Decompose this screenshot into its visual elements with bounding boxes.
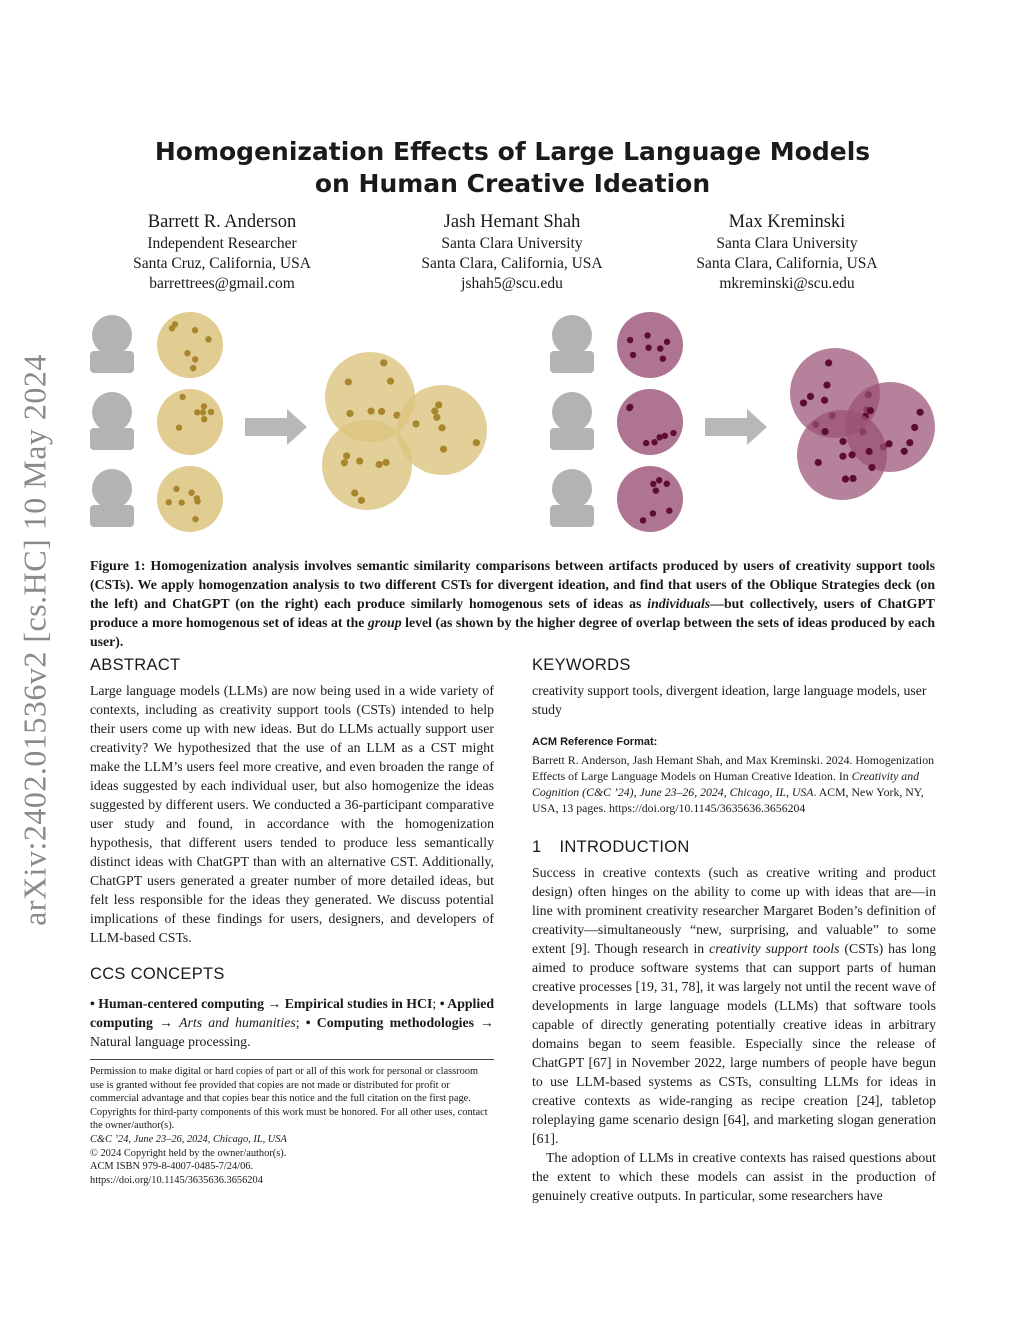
individual-idea-circle: [617, 466, 683, 532]
idea-dot: [205, 336, 211, 342]
idea-dot: [200, 409, 206, 415]
paragraph-text: (CSTs) has long aimed to produce software systems that can support parts of human creative processes [19, 31, 78], it was largely not until the recent wave of developments in large language models (LLMs) that software tools capable of directly generating potentially creative ideas in arbitrary domains began to seem feasible. Especially since the release of ChatGPT [67] in November 2022, large numbers of people have begun to use LLM-based systems as CSTs, consulting LLMs for ideas in creative contexts as wide-ranging as recipe creation [24], tabletop roleplaying game scenario design [64], and marketing slogan generation [61].: [532, 941, 936, 1146]
idea-dot: [906, 439, 913, 446]
author-affiliation: Santa Clara University: [441, 235, 583, 252]
idea-dot: [179, 394, 185, 400]
individual-idea-circle: [157, 466, 223, 532]
permission-footnote: [90, 1059, 494, 1187]
author-email[interactable]: barrettrees@gmail.com: [149, 275, 295, 292]
idea-dot: [356, 457, 363, 464]
idea-dot: [358, 497, 365, 504]
intro-paragraph-1: [532, 863, 936, 1148]
idea-dot: [626, 405, 632, 411]
idea-dot: [341, 459, 348, 466]
isbn-line: ACM ISBN 979-8-4007-0485-7/24/06.: [90, 1161, 254, 1173]
person-body-icon: [550, 351, 594, 373]
author-2: [382, 210, 642, 294]
caption-text: —but collectively, users of ChatGPT produce a more homogenous set of ideas at the: [90, 596, 935, 630]
person-body-icon: [550, 428, 594, 450]
author-name: Barrett R. Anderson: [147, 212, 297, 232]
ccs-term: • Human-centered computing → Empirical studies in HCI: [90, 996, 433, 1011]
ccs-heading: CCS CONCEPTS: [90, 965, 225, 983]
author-affiliation: Santa Clara University: [716, 235, 858, 252]
idea-dot: [378, 408, 385, 415]
reference-venue: Creativity and Cognition (C&C ’24), June 23–26, 2024, Chicago, IL, USA: [532, 769, 920, 799]
idea-dot: [630, 352, 636, 358]
idea-dot: [670, 430, 676, 436]
title-line-1: Homogenization Effects of Large Language Models: [154, 137, 871, 166]
idea-dot: [901, 448, 908, 455]
idea-dot: [192, 327, 198, 333]
idea-dot: [842, 475, 849, 482]
idea-dot: [433, 414, 440, 421]
author-3: [657, 210, 917, 294]
person-head-icon: [92, 315, 132, 355]
idea-dot: [653, 487, 659, 493]
homogenization-figure: [80, 305, 950, 550]
person-body-icon: [90, 505, 134, 527]
ccs-separator: ;: [295, 1015, 306, 1030]
author-block: [90, 210, 935, 294]
caption-emphasis: group: [367, 615, 402, 630]
paragraph-text: Success in creative contexts (such as creative writing and product design) often hinges on the ability to come up with ideas that are—in line with prominent creativity researcher Margaret Boden’s definition of creativity—simultaneously “new, surprising, and valuable” to some extent [9]. Though research in: [532, 865, 936, 956]
idea-dot: [345, 378, 352, 385]
intro-paragraph-2: The adoption of LLMs in creative contexts has raised questions about the extent to which these models can assist in the production of genuinely creative outputs. In particular, some researchers have: [532, 1150, 936, 1203]
ccs-term: • Computing methodologies: [305, 1015, 474, 1030]
idea-dot: [664, 339, 670, 345]
oblique-strategies-panel: [90, 312, 487, 532]
arrow-right-icon: [245, 409, 307, 445]
idea-dot: [201, 416, 207, 422]
abstract-text: Large language models (LLMs) are now being used in a wide variety of contexts, including as creativity support tools (CSTs) intended to help their users come up with new ideas. But do LLMs actually support user creativity? We hypothesized that the use of an LLM as a CST might make the LLM’s users feel more creative, and even broaden the range of ideas suggested by each individual user, but also homogenize the ideas suggested by different users. We conducted a 36-participant comparative user study and found, in accordance with the homogenization hypothesis, that different users tended to produce less semantically distinct ideas with ChatGPT than with an alternative CST. Additionally, ChatGPT users generated a greater number of more detailed ideas, but felt less responsible for the ideas they generated. We discuss potential implications of these findings for users, designers, and developers of LLM-based CSTs.: [90, 683, 494, 945]
idea-dot: [351, 489, 358, 496]
group-idea-circle: [322, 420, 412, 510]
idea-dot: [178, 499, 184, 505]
person-head-icon: [92, 392, 132, 432]
idea-dot: [166, 499, 172, 505]
idea-dot: [640, 517, 646, 523]
person-body-icon: [90, 351, 134, 373]
person-head-icon: [552, 315, 592, 355]
idea-dot: [651, 439, 657, 445]
caption-emphasis: individuals: [647, 596, 711, 611]
reference-text: Barrett R. Anderson, Jash Hemant Shah, and Max Kreminski. 2024. Homogenization Effects of Large Language Models on Human Creative Ideation. In: [532, 753, 935, 783]
idea-dot: [868, 464, 875, 471]
person-body-icon: [550, 505, 594, 527]
idea-dot: [656, 477, 662, 483]
idea-dot: [839, 453, 846, 460]
idea-dot: [194, 495, 200, 501]
idea-dot: [815, 459, 822, 466]
keywords-heading: KEYWORDS: [532, 656, 631, 674]
ccs-concepts: [90, 994, 494, 1051]
idea-dot: [380, 359, 387, 366]
ccs-term: • Applied computing: [90, 996, 494, 1030]
idea-dot: [208, 409, 214, 415]
idea-dot: [440, 446, 447, 453]
idea-dot: [473, 439, 480, 446]
left-column: [90, 656, 494, 1051]
author-location: Santa Cruz, California, USA: [133, 255, 311, 272]
idea-dot: [645, 344, 651, 350]
ccs-subterm: Arts and humanities: [179, 1015, 296, 1030]
ccs-arrow: →: [152, 1015, 180, 1030]
idea-dot: [188, 489, 194, 495]
person-head-icon: [552, 392, 592, 432]
idea-dot: [650, 481, 656, 487]
author-name: Max Kreminski: [728, 212, 846, 232]
author-email[interactable]: mkreminski@scu.edu: [719, 275, 855, 292]
idea-dot: [664, 481, 670, 487]
doi-link[interactable]: https://doi.org/10.1145/3635636.3656204: [90, 1174, 263, 1186]
idea-dot: [650, 510, 656, 516]
author-location: Santa Clara, California, USA: [696, 255, 878, 272]
ccs-subterm: → Natural language processing.: [90, 1015, 494, 1049]
author-location: Santa Clara, California, USA: [421, 255, 603, 272]
idea-dot: [823, 381, 830, 388]
idea-dot: [839, 438, 846, 445]
idea-dot: [184, 350, 190, 356]
idea-dot: [192, 356, 198, 362]
idea-dot: [194, 409, 200, 415]
idea-dot: [800, 399, 807, 406]
idea-dot: [825, 359, 832, 366]
idea-dot: [190, 365, 196, 371]
author-affiliation: Independent Researcher: [147, 235, 297, 252]
abstract-heading: ABSTRACT: [90, 656, 181, 674]
paragraph-emphasis: creativity support tools: [709, 941, 840, 956]
idea-dot: [173, 486, 179, 492]
person-head-icon: [552, 469, 592, 509]
idea-dot: [821, 428, 828, 435]
idea-dot: [911, 424, 918, 431]
author-name: Jash Hemant Shah: [443, 212, 581, 232]
idea-dot: [438, 424, 445, 431]
intro-heading: [532, 838, 936, 857]
idea-dot: [192, 516, 198, 522]
section-title: INTRODUCTION: [559, 838, 690, 856]
idea-dot: [917, 409, 924, 416]
author-1: [92, 210, 352, 294]
idea-dot: [656, 434, 662, 440]
idea-dot: [435, 401, 442, 408]
conference-line: C&C ’24, June 23–26, 2024, Chicago, IL, USA: [90, 1133, 287, 1145]
idea-dot: [412, 420, 419, 427]
copyright-line: © 2024 Copyright held by the owner/author(s).: [90, 1147, 287, 1159]
idea-dot: [387, 378, 394, 385]
individual-idea-circle: [157, 389, 223, 455]
arxiv-identifier: arXiv:2402.01536v2 [cs.HC] 10 May 2024: [16, 354, 53, 926]
keywords-text: creativity support tools, divergent ideation, large language models, user study: [532, 683, 927, 717]
ccs-separator: ;: [432, 996, 440, 1011]
idea-dot: [643, 440, 649, 446]
idea-dot: [627, 337, 633, 343]
arrow-right-icon: [705, 409, 767, 445]
acm-reference-text: [532, 752, 936, 816]
author-email[interactable]: jshah5@scu.edu: [461, 275, 563, 292]
acm-reference-heading: ACM Reference Format:: [532, 736, 658, 748]
idea-dot: [885, 440, 892, 447]
caption-text: level (as shown by the higher degree of overlap between the sets of ideas produced by each user).: [90, 615, 935, 649]
idea-dot: [346, 410, 353, 417]
idea-dot: [657, 345, 663, 351]
idea-dot: [660, 355, 666, 361]
idea-dot: [666, 508, 672, 514]
idea-dot: [867, 407, 874, 414]
idea-dot: [431, 408, 438, 415]
idea-dot: [367, 408, 374, 415]
idea-dot: [849, 475, 856, 482]
idea-dot: [821, 397, 828, 404]
person-body-icon: [90, 428, 134, 450]
idea-dot: [848, 451, 855, 458]
idea-dot: [376, 461, 383, 468]
idea-dot: [343, 452, 350, 459]
person-head-icon: [92, 469, 132, 509]
title-line-2: on Human Creative Ideation: [314, 169, 711, 198]
right-column: [532, 656, 936, 1205]
idea-dot: [807, 393, 814, 400]
section-number: 1: [532, 838, 542, 856]
figure-caption: [90, 556, 935, 651]
caption-text: Figure 1: Homogenization analysis involves semantic similarity comparisons between artifacts produced by users of creativity support tools (CSTs). We apply homogenzation analysis to two different CSTs for divergent ideation, and find that users of the Oblique Strategies deck (on the left) and ChatGPT (on the right) each produce similarly homogenous sets of ideas as: [90, 558, 935, 611]
reference-text: . ACM, New York, NY, USA, 13 pages. https://doi.org/10.1145/3635636.3656204: [532, 785, 924, 815]
idea-dot: [176, 424, 182, 430]
permission-text: Permission to make digital or hard copies of part or all of this work for personal or classroom use is granted without fee provided that copies are not made or distributed for profit or commercial advantage and that copies bear this notice and the full citation on the first page. Copyrights for third-party components of this work must be honored. For all other uses, contact the owner/author(s).: [90, 1066, 488, 1132]
chatgpt-panel: [550, 312, 935, 532]
arxiv-sidebar: [12, 340, 58, 940]
idea-dot: [201, 403, 207, 409]
idea-dot: [866, 448, 873, 455]
individual-idea-circle: [617, 389, 683, 455]
idea-dot: [169, 325, 175, 331]
paper-title: [90, 136, 935, 200]
idea-dot: [382, 459, 389, 466]
idea-dot: [644, 332, 650, 338]
